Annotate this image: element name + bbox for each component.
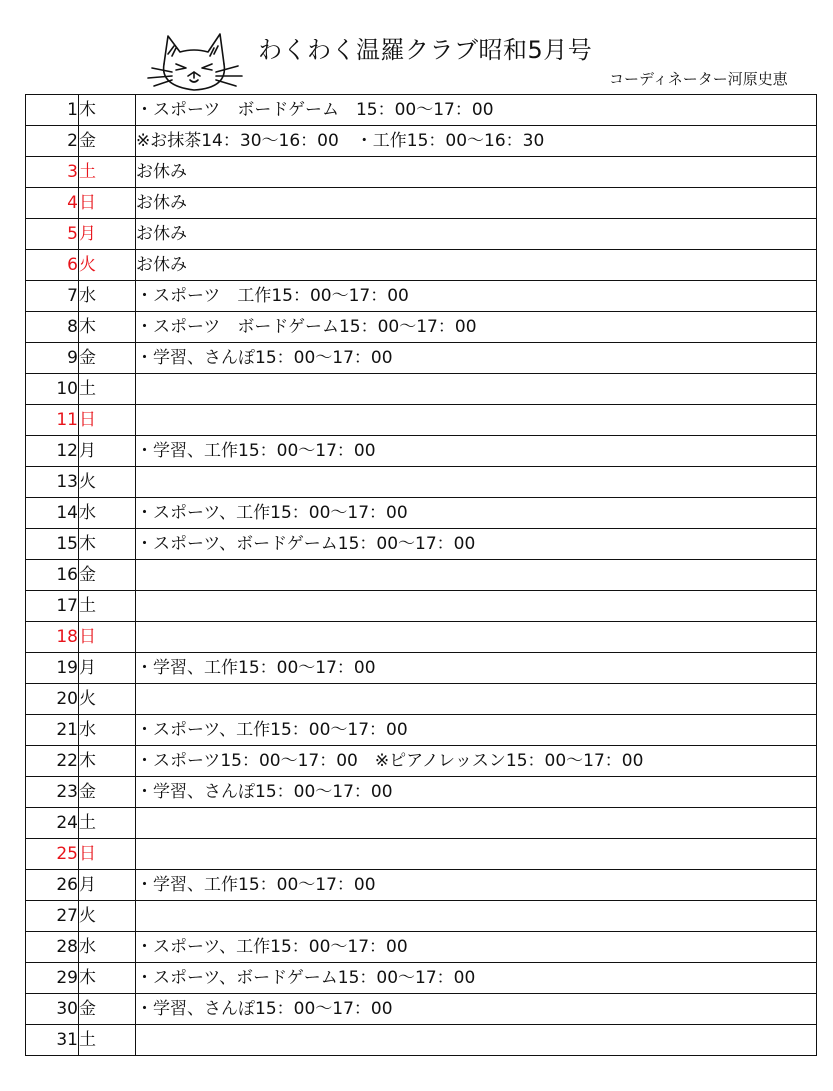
activity-cell bbox=[136, 684, 817, 715]
table-row bbox=[26, 188, 817, 219]
weekday-cell: 金 bbox=[79, 560, 136, 591]
day-cell: 23 bbox=[26, 777, 79, 808]
day-cell: 5 bbox=[26, 219, 79, 250]
day-cell: 9 bbox=[26, 343, 79, 374]
day-cell: 16 bbox=[26, 560, 79, 591]
activity-cell: ・学習、工作15：00～17：00 bbox=[136, 436, 817, 467]
day-cell: 15 bbox=[26, 529, 79, 560]
day-cell: 2 bbox=[26, 126, 79, 157]
activity-cell bbox=[136, 467, 817, 498]
table-row bbox=[26, 343, 817, 374]
table-row bbox=[26, 467, 817, 498]
weekday-cell: 金 bbox=[79, 994, 136, 1025]
weekday-cell: 水 bbox=[79, 498, 136, 529]
activity-cell: ・スポーツ、ボードゲーム15：00～17：00 bbox=[136, 963, 817, 994]
table-row bbox=[26, 715, 817, 746]
activity-cell: ・スポーツ、工作15：00～17：00 bbox=[136, 932, 817, 963]
table-row bbox=[26, 219, 817, 250]
day-cell: 24 bbox=[26, 808, 79, 839]
activity-cell bbox=[136, 560, 817, 591]
weekday-cell: 土 bbox=[79, 157, 136, 188]
table-row bbox=[26, 746, 817, 777]
table-row bbox=[26, 808, 817, 839]
table-row bbox=[26, 839, 817, 870]
table-row bbox=[26, 870, 817, 901]
activity-cell: ・学習、工作15：00～17：00 bbox=[136, 870, 817, 901]
weekday-cell: 日 bbox=[79, 188, 136, 219]
activity-cell bbox=[136, 622, 817, 653]
page-title: わくわく温羅クラブ昭和5月号 bbox=[258, 36, 593, 64]
weekday-cell: 日 bbox=[79, 839, 136, 870]
activity-cell: お休み bbox=[136, 157, 817, 188]
activity-cell: ・スポーツ ボードゲーム 15：00～17：00 bbox=[136, 95, 817, 126]
weekday-cell: 火 bbox=[79, 901, 136, 932]
activity-cell bbox=[136, 901, 817, 932]
table-row bbox=[26, 1025, 817, 1056]
table-row bbox=[26, 994, 817, 1025]
table-row bbox=[26, 932, 817, 963]
activity-cell bbox=[136, 808, 817, 839]
weekday-cell: 土 bbox=[79, 1025, 136, 1056]
weekday-cell: 日 bbox=[79, 405, 136, 436]
day-cell: 25 bbox=[26, 839, 79, 870]
day-cell: 21 bbox=[26, 715, 79, 746]
table-row bbox=[26, 777, 817, 808]
weekday-cell: 土 bbox=[79, 591, 136, 622]
day-cell: 3 bbox=[26, 157, 79, 188]
day-cell: 14 bbox=[26, 498, 79, 529]
table-row bbox=[26, 653, 817, 684]
activity-cell: ・スポーツ、工作15：00～17：00 bbox=[136, 715, 817, 746]
day-cell: 11 bbox=[26, 405, 79, 436]
coordinator-name: コーディネーター河原史恵 bbox=[609, 70, 788, 88]
day-cell: 28 bbox=[26, 932, 79, 963]
activity-cell: ・スポーツ 工作15：00～17：00 bbox=[136, 281, 817, 312]
day-cell: 1 bbox=[26, 95, 79, 126]
weekday-cell: 日 bbox=[79, 622, 136, 653]
weekday-cell: 土 bbox=[79, 374, 136, 405]
day-cell: 13 bbox=[26, 467, 79, 498]
activity-cell bbox=[136, 839, 817, 870]
day-cell: 10 bbox=[26, 374, 79, 405]
day-cell: 12 bbox=[26, 436, 79, 467]
day-cell: 20 bbox=[26, 684, 79, 715]
weekday-cell: 木 bbox=[79, 529, 136, 560]
day-cell: 8 bbox=[26, 312, 79, 343]
table-row bbox=[26, 529, 817, 560]
day-cell: 26 bbox=[26, 870, 79, 901]
weekday-cell: 火 bbox=[79, 467, 136, 498]
activity-cell: ・スポーツ ボードゲーム15：00～17：00 bbox=[136, 312, 817, 343]
activity-cell: ・スポーツ、工作15：00～17：00 bbox=[136, 498, 817, 529]
table-row bbox=[26, 374, 817, 405]
weekday-cell: 木 bbox=[79, 312, 136, 343]
day-cell: 29 bbox=[26, 963, 79, 994]
activity-cell: ・学習、さんぽ15：00～17：00 bbox=[136, 777, 817, 808]
weekday-cell: 木 bbox=[79, 963, 136, 994]
day-cell: 31 bbox=[26, 1025, 79, 1056]
weekday-cell: 金 bbox=[79, 777, 136, 808]
activity-cell bbox=[136, 405, 817, 436]
activity-cell bbox=[136, 1025, 817, 1056]
day-cell: 6 bbox=[26, 250, 79, 281]
activity-cell bbox=[136, 591, 817, 622]
cat-face-icon bbox=[138, 28, 250, 96]
table-row bbox=[26, 281, 817, 312]
table-row bbox=[26, 250, 817, 281]
activity-cell: お休み bbox=[136, 219, 817, 250]
weekday-cell: 月 bbox=[79, 436, 136, 467]
activity-cell: ・学習、さんぽ15：00～17：00 bbox=[136, 343, 817, 374]
weekday-cell: 水 bbox=[79, 281, 136, 312]
weekday-cell: 金 bbox=[79, 126, 136, 157]
table-row bbox=[26, 684, 817, 715]
table-row bbox=[26, 560, 817, 591]
weekday-cell: 月 bbox=[79, 870, 136, 901]
table-row bbox=[26, 95, 817, 126]
weekday-cell: 木 bbox=[79, 746, 136, 777]
day-cell: 30 bbox=[26, 994, 79, 1025]
day-cell: 22 bbox=[26, 746, 79, 777]
day-cell: 4 bbox=[26, 188, 79, 219]
table-row bbox=[26, 498, 817, 529]
day-cell: 18 bbox=[26, 622, 79, 653]
table-row bbox=[26, 622, 817, 653]
table-row bbox=[26, 405, 817, 436]
activity-cell: ・スポーツ、ボードゲーム15：00～17：00 bbox=[136, 529, 817, 560]
activity-cell: ・学習、工作15：00～17：00 bbox=[136, 653, 817, 684]
weekday-cell: 火 bbox=[79, 250, 136, 281]
weekday-cell: 火 bbox=[79, 684, 136, 715]
schedule-table bbox=[25, 94, 817, 1056]
activity-cell: お休み bbox=[136, 250, 817, 281]
table-row bbox=[26, 963, 817, 994]
activity-cell bbox=[136, 374, 817, 405]
table-row bbox=[26, 126, 817, 157]
table-row bbox=[26, 591, 817, 622]
weekday-cell: 土 bbox=[79, 808, 136, 839]
weekday-cell: 水 bbox=[79, 715, 136, 746]
activity-cell: ・スポーツ15：00～17：00 ※ピアノレッスン15：00～17：00 bbox=[136, 746, 817, 777]
activity-cell: お休み bbox=[136, 188, 817, 219]
table-row bbox=[26, 436, 817, 467]
day-cell: 27 bbox=[26, 901, 79, 932]
table-row bbox=[26, 157, 817, 188]
weekday-cell: 水 bbox=[79, 932, 136, 963]
weekday-cell: 木 bbox=[79, 95, 136, 126]
weekday-cell: 月 bbox=[79, 653, 136, 684]
weekday-cell: 月 bbox=[79, 219, 136, 250]
day-cell: 17 bbox=[26, 591, 79, 622]
day-cell: 7 bbox=[26, 281, 79, 312]
day-cell: 19 bbox=[26, 653, 79, 684]
activity-cell: ※お抹茶14：30～16：00 ・工作15：00～16：30 bbox=[136, 126, 817, 157]
weekday-cell: 金 bbox=[79, 343, 136, 374]
table-row bbox=[26, 901, 817, 932]
table-row bbox=[26, 312, 817, 343]
activity-cell: ・学習、さんぽ15：00～17：00 bbox=[136, 994, 817, 1025]
